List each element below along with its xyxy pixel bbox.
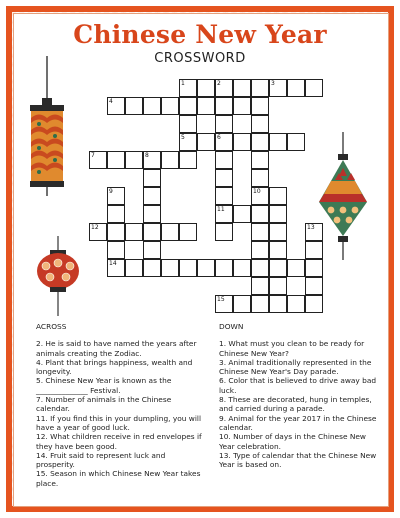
crossword-cell[interactable] <box>305 295 323 313</box>
crossword-cell[interactable] <box>215 169 233 187</box>
crossword-cell[interactable] <box>287 295 305 313</box>
down-clue: 6. Color that is believed to drive away bad luck. <box>219 376 377 395</box>
clue-number: 14 <box>109 260 117 267</box>
across-clue: 15. Season in which Chinese New Year takes place. <box>36 469 201 488</box>
clue-number: 1 <box>181 80 185 87</box>
clue-number: 10 <box>253 188 261 195</box>
crossword-cell[interactable] <box>251 97 269 115</box>
clue-number: 12 <box>91 224 99 231</box>
crossword-cell[interactable] <box>179 97 197 115</box>
crossword-cell[interactable] <box>215 115 233 133</box>
crossword-cell[interactable] <box>143 205 161 223</box>
crossword-cell[interactable] <box>269 259 287 277</box>
down-clue: 1. What must you clean to be ready for Chinese New Year? <box>219 339 365 358</box>
crossword-cell[interactable] <box>305 223 323 241</box>
crossword-cell[interactable] <box>305 79 323 97</box>
crossword-cell[interactable] <box>197 259 215 277</box>
crossword-cell[interactable] <box>215 187 233 205</box>
crossword-cell[interactable] <box>233 97 251 115</box>
crossword-cell[interactable] <box>107 259 125 277</box>
crossword-cell[interactable] <box>251 187 269 205</box>
across-clue: 7. Number of animals in the Chinese calendar. <box>36 395 172 414</box>
clue-number: 11 <box>217 206 225 213</box>
crossword-cell[interactable] <box>197 133 215 151</box>
down-clue: 8. These are decorated, hung in temples, and carried during a parade. <box>219 395 372 414</box>
crossword-cell[interactable] <box>251 241 269 259</box>
down-clue: 3. Animal traditionally represented in the Chinese New Year's Day parade. <box>219 357 372 377</box>
across-clue: 11. If you find this in your dumpling, you will have a year of good luck. <box>36 413 202 432</box>
across-clue: 4. Plant that brings happiness, wealth and longevity. <box>36 357 193 377</box>
crossword-cell[interactable] <box>215 259 233 277</box>
crossword-cell[interactable] <box>143 259 161 277</box>
down-clue: 10. Number of days in the Chinese New Year celebration. <box>219 432 366 451</box>
crossword-cell[interactable] <box>107 97 125 115</box>
crossword-cell[interactable] <box>143 223 161 241</box>
crossword-cell[interactable] <box>233 295 251 313</box>
down-clues <box>219 322 383 469</box>
crossword-cell[interactable] <box>215 295 233 313</box>
crossword-cell[interactable] <box>251 133 269 151</box>
crossword-cell[interactable] <box>125 259 143 277</box>
crossword-cell[interactable] <box>161 223 179 241</box>
crossword-cell[interactable] <box>233 79 251 97</box>
crossword-cell[interactable] <box>251 79 269 97</box>
crossword-cell[interactable] <box>125 151 143 169</box>
across-clues <box>36 322 204 488</box>
crossword-cell[interactable] <box>215 205 233 223</box>
crossword-cell[interactable] <box>179 259 197 277</box>
crossword-cell[interactable] <box>179 151 197 169</box>
crossword-cell[interactable] <box>179 115 197 133</box>
across-clue: 2. He is said to have named the years after animals creating the Zodiac. <box>36 339 197 358</box>
crossword-cell[interactable] <box>305 277 323 295</box>
across-clue: 14. Fruit said to represent luck and prosperity. <box>36 450 166 470</box>
crossword-cell[interactable] <box>215 151 233 169</box>
crossword-cell[interactable] <box>107 151 125 169</box>
crossword-cell[interactable] <box>251 151 269 169</box>
crossword-cell[interactable] <box>269 277 287 295</box>
crossword-cell[interactable] <box>269 223 287 241</box>
crossword-cell[interactable] <box>197 97 215 115</box>
crossword-cell[interactable] <box>305 259 323 277</box>
crossword-cell[interactable] <box>179 133 197 151</box>
crossword-cell[interactable] <box>287 133 305 151</box>
page-subtitle: CROSSWORD <box>154 51 246 66</box>
across-heading: ACROSS <box>36 322 67 331</box>
crossword-cell[interactable] <box>233 205 251 223</box>
crossword-cell[interactable] <box>287 259 305 277</box>
down-heading: DOWN <box>219 322 244 331</box>
crossword-cell[interactable] <box>161 97 179 115</box>
crossword-cell[interactable] <box>251 115 269 133</box>
crossword-cell[interactable] <box>269 205 287 223</box>
crossword-cell[interactable] <box>251 259 269 277</box>
crossword-cell[interactable] <box>269 295 287 313</box>
crossword-cell[interactable] <box>269 187 287 205</box>
clue-number: 7 <box>91 152 95 159</box>
clue-number: 2 <box>217 80 221 87</box>
crossword-cell[interactable] <box>251 205 269 223</box>
crossword-cell[interactable] <box>215 97 233 115</box>
lantern-left-round-icon <box>36 236 80 316</box>
across-clue: 5. Chinese New Year is known as the ______________ Festival. <box>36 376 172 395</box>
lantern-left-tall-icon <box>28 56 66 196</box>
crossword-cell[interactable] <box>251 223 269 241</box>
clue-number: 5 <box>181 134 185 141</box>
crossword-cell[interactable] <box>269 241 287 259</box>
crossword-cell[interactable] <box>215 79 233 97</box>
crossword-cell[interactable] <box>89 223 107 241</box>
crossword-cell[interactable] <box>107 205 125 223</box>
crossword-cell[interactable] <box>269 79 287 97</box>
crossword-cell[interactable] <box>215 223 233 241</box>
crossword-cell[interactable] <box>179 223 197 241</box>
clue-number: 3 <box>271 80 275 87</box>
crossword-cell[interactable] <box>233 259 251 277</box>
crossword-cell[interactable] <box>143 151 161 169</box>
crossword-cell[interactable] <box>233 133 251 151</box>
crossword-cell[interactable] <box>251 295 269 313</box>
crossword-cell[interactable] <box>215 133 233 151</box>
clue-number: 8 <box>145 152 149 159</box>
crossword-cell[interactable] <box>305 241 323 259</box>
crossword-cell[interactable] <box>251 169 269 187</box>
across-clue: 12. What children receive in red envelopes if they have been good. <box>36 432 202 451</box>
crossword-cell[interactable] <box>179 79 197 97</box>
crossword-cell[interactable] <box>161 151 179 169</box>
crossword-cell[interactable] <box>107 223 125 241</box>
crossword-cell[interactable] <box>251 277 269 295</box>
clue-number: 6 <box>217 134 221 141</box>
clue-number: 9 <box>109 188 113 195</box>
crossword-cell[interactable] <box>197 79 215 97</box>
crossword-cell[interactable] <box>143 97 161 115</box>
down-clue: 13. Type of calendar that the Chinese New Year is based on. <box>219 450 377 470</box>
crossword-cell[interactable] <box>125 223 143 241</box>
clue-number: 15 <box>217 296 225 303</box>
crossword-cell[interactable] <box>89 151 107 169</box>
crossword-cell[interactable] <box>125 97 143 115</box>
clue-number: 4 <box>109 98 113 105</box>
lantern-right-diamond-icon <box>318 132 368 260</box>
crossword-cell[interactable] <box>143 187 161 205</box>
crossword-cell[interactable] <box>287 79 305 97</box>
clue-number: 13 <box>307 224 315 231</box>
crossword-cell[interactable] <box>161 259 179 277</box>
crossword-cell[interactable] <box>107 187 125 205</box>
crossword-cell[interactable] <box>107 241 125 259</box>
crossword-cell[interactable] <box>269 133 287 151</box>
page-title: Chinese New Year <box>73 20 327 49</box>
crossword-cell[interactable] <box>143 169 161 187</box>
down-clue: 9. Animal for the year 2017 in the Chinese calendar. <box>219 413 377 432</box>
crossword-cell[interactable] <box>143 241 161 259</box>
